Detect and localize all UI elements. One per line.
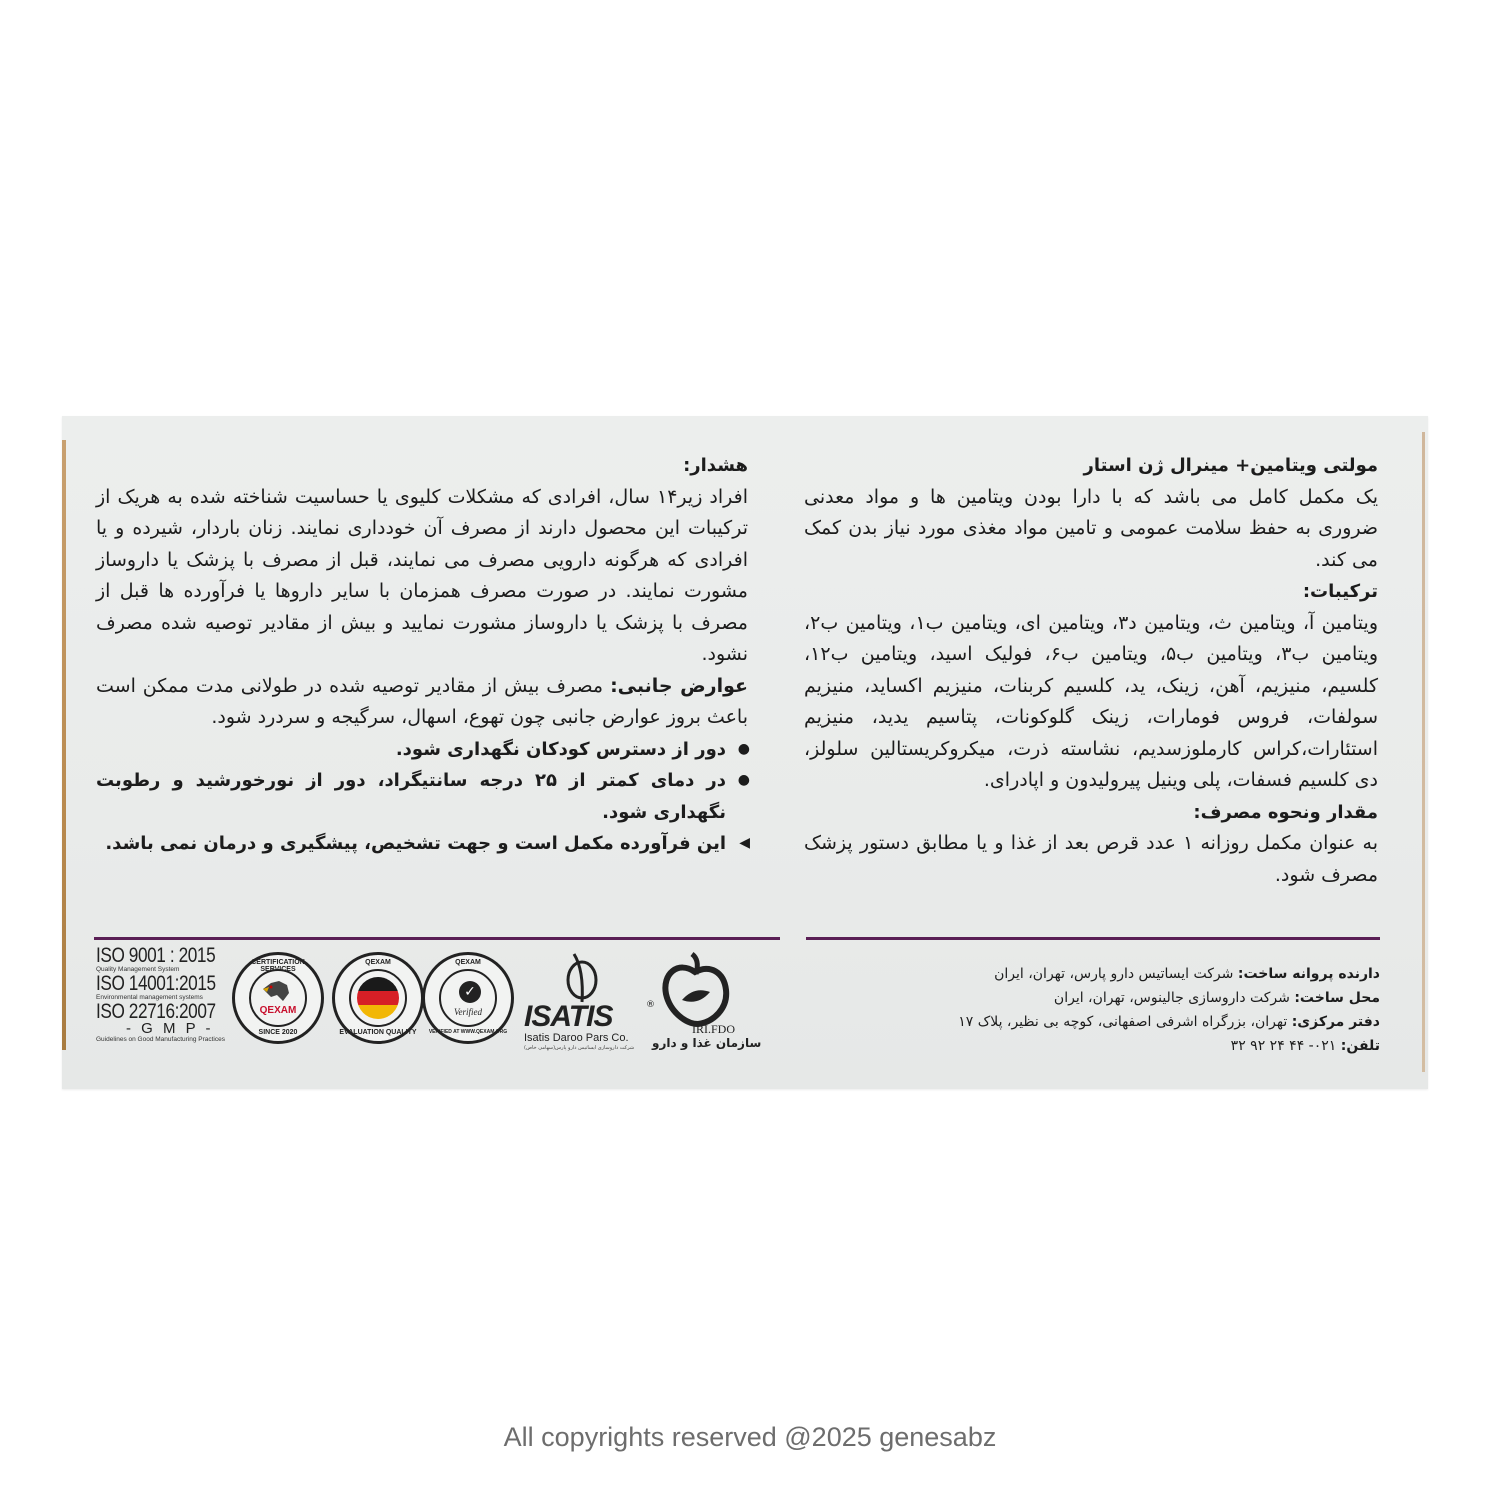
bullet-text: در دمای کمتر از ۲۵ درجه سانتیگراد، دور از نورخورشید و رطوبت نگهداری شود. [96,770,726,823]
iso-9001-desc: Quality Management System [96,966,180,973]
iso-22716: ISO 22716:2007 [96,1000,216,1023]
phone-value: ۰۲۱- ۴۴ ۲۴ ۹۲ ۳۲ [1230,1038,1337,1054]
fdo-en-label: IRI.FDO [692,1022,736,1036]
warning-text: افراد زیر۱۴ سال، افرادی که مشکلات کلیوی یا حساسیت شناخته شده به هریک از ترکیبات این محصول دارند از مصرف آن خودداری نمایند. زنان باردار، شیرده و یا افرادی که هرگونه دارویی مصرف می نمایند، قبل از مصرف با پزشک یا داروساز مشورت نمایند. در صورت مصرف همزمان با سایر داروها یا فرآورده ها قبل از مصرف با پزشک یا داروساز مشورت نمایید و بیش از مقادیر توصیه شده مصرف نشود. [96,485,748,665]
manufacture-site-row [880,986,1380,1010]
product-description: یک مکمل کامل می باشد که با دارا بودن ویتامین ها و مواد معدنی ضروری به حفظ سلامت عمومی و تامین مواد مغذی مورد نیاز بدن کمک می کند. [804,485,1378,571]
isatis-logo [520,946,655,1056]
box-right-edge [1422,432,1425,1072]
qexam-verified-seal-icon [422,952,514,1044]
arrow-left-icon: ◀ [739,835,750,851]
seal-center-text: QEXAM [259,1005,297,1016]
fdo-emblem-icon [658,950,732,1028]
seal-top-text: CERTIFICATION SERVICES [251,959,305,973]
iso-certifications [96,946,226,1044]
office-value: تهران، بزرگراه اشرفی اصفهانی، کوچه بی نظیر، پلاک ۱۷ [958,1014,1288,1030]
manufacture-label: محل ساخت: [1294,990,1380,1006]
side-effects-text: مصرف بیش از مقادیر توصیه شده در طولانی مدت ممکن است باعث بروز عوارض جانبی چون تهوع، اسهال، سرگیجه و سردرد شود. [96,674,748,728]
manufacture-value: شرکت داروسازی جالینوس، تهران، ایران [1053,990,1290,1006]
phone-row [880,1034,1380,1058]
divider-line-right [806,937,1380,940]
eagle-icon [261,979,291,1003]
divider-line-left [94,937,780,940]
box-left-edge [62,440,66,1050]
warnings-column [96,450,748,860]
phone-label: تلفن: [1340,1038,1380,1054]
side-effects-label: عوارض جانبی: [610,674,748,697]
isatis-company-fa: شرکت داروسازی ایساتیس دارو پارس(سهامی خاص) [524,1045,635,1051]
manufacturer-info [880,962,1380,1058]
storage-notes-list [96,734,748,860]
seal-bottom-text: VERIFIED AT WWW.QEXAM.ORG [428,1029,508,1035]
iso-14001: ISO 14001:2015 [96,972,216,995]
copyright-text: All copyrights reserved @2025 genesabz [503,1422,997,1452]
isatis-leaf-icon [560,952,604,1004]
product-title: مولتی ویتامین+ مینرال ژن استار [1083,455,1378,476]
list-item [96,828,750,860]
ingredients-text: ویتامین آ، ویتامین ث، ویتامین د۳، ویتامین ای، ویتامین ب۱، ویتامین ب۲، ویتامین ب۳، ویتامین ب۵، ویتامین ب۶، فولیک اسید، ویتامین ب۱۲، کلسیم، منیزیم، آهن، زینک، ید، کلسیم کربنات، منیزیم اکساید، منیزیم سولفات، فروس فومارات، زینک گلوکونات، پتاسیم یدید، منیزیم استئارات،کراس کارملوزسدیم، نشاسته ذرت، میکروکریستالین سلولز، دی کلسیم فسفات، پلی وینیل پیرولیدون و اپادرای. [804,611,1378,791]
bullet-icon: ● [737,772,750,788]
registered-mark: ® [646,1000,655,1010]
ingredients-heading: ترکیبات: [1302,581,1378,602]
qexam-germany-seal-icon [332,952,424,1044]
bullet-text: این فرآورده مکمل است و جهت تشخیص، پیشگیری و درمان نمی باشد. [105,833,726,854]
dosage-heading: مقدار ونحوه مصرف: [1193,801,1378,823]
iso-9001: ISO 9001 : 2015 [96,944,216,967]
gmp-label: - G M P - [126,1020,214,1037]
list-item [96,734,750,766]
office-label: دفتر مرکزی: [1291,1014,1380,1030]
fdo-logo [650,946,762,1058]
seal-bottom-text: SINCE 2020 [258,1029,298,1036]
checkmark-icon: ✓ [459,981,481,1003]
seal-top-text: QEXAM [365,959,391,966]
bullet-icon: ● [737,740,750,757]
seal-center-text: Verified [454,1007,482,1017]
seal-bottom-text: EVALUATION QUALITY [339,1029,417,1036]
license-value: شرکت ایساتیس دارو پارس، تهران، ایران [994,966,1234,982]
license-holder-row [880,962,1380,986]
fdo-fa-label: سازمان غذا و دارو [652,1036,762,1050]
warning-heading: هشدار: [683,455,748,476]
seal-top-text: QEXAM [455,959,481,966]
side-effects-paragraph [96,671,748,734]
product-info-column [804,450,1378,891]
iso-14001-desc: Environmental management systems [96,994,203,1001]
bullet-text: دور از دسترس کودکان نگهداری شود. [395,738,726,760]
dosage-text: به عنوان مکمل روزانه ۱ عدد قرص بعد از غذا و یا مطابق دستور پزشک مصرف شود. [804,832,1378,886]
license-label: دارنده پروانه ساخت: [1237,966,1380,982]
head-office-row [880,1010,1380,1034]
qexam-eagle-seal-icon [232,952,324,1044]
germany-flag-icon [357,977,399,1019]
list-item [96,765,750,828]
isatis-wordmark: ISATIS [524,1000,613,1033]
isatis-company-en: Isatis Daroo Pars Co. [524,1032,629,1044]
gmp-desc: Guidelines on Good Manufacturing Practices [96,1036,225,1043]
